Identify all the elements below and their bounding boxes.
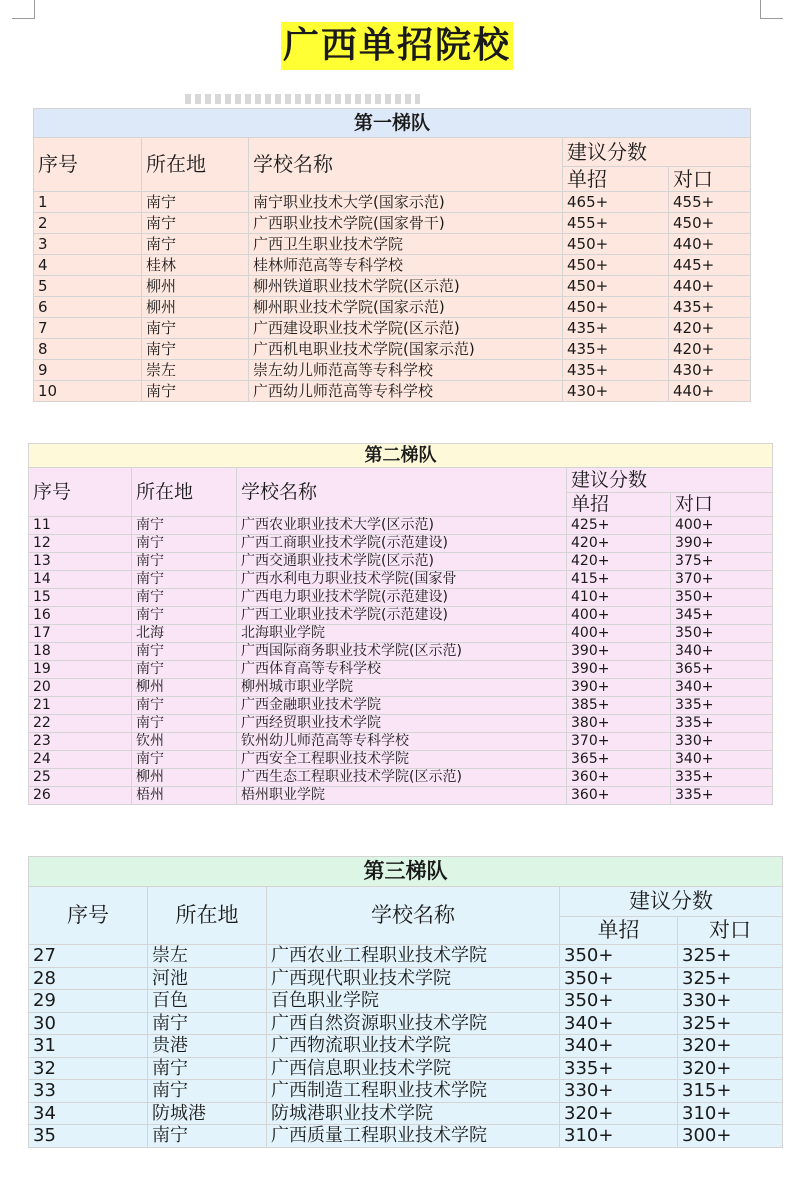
row-score-duikou: 325+ [678,945,783,968]
row-seq: 5 [34,276,142,297]
row-seq: 33 [29,1080,148,1103]
row-score-duikou: 440+ [669,381,751,402]
row-school: 广西国际商务职业技术学院(区示范) [237,643,567,661]
table-row [29,643,773,661]
row-seq: 7 [34,318,142,339]
row-seq: 15 [29,589,132,607]
row-score-duikou: 350+ [671,589,773,607]
row-score-danzhao: 465+ [563,192,669,213]
row-score-duikou: 445+ [669,255,751,276]
row-score-danzhao: 390+ [567,661,671,679]
row-school: 广西电力职业技术学院(示范建设) [237,589,567,607]
row-score-duikou: 420+ [669,318,751,339]
header-school: 学校名称 [267,887,560,945]
row-location: 柳州 [142,276,249,297]
row-school: 广西制造工程职业技术学院 [267,1080,560,1103]
table-row [29,697,773,715]
header-seq: 序号 [34,138,142,192]
table-row [29,787,773,805]
row-location: 贵港 [148,1035,267,1058]
row-score-duikou: 330+ [678,990,783,1013]
row-location: 防城港 [148,1102,267,1125]
row-seq: 22 [29,715,132,733]
table-row [29,967,783,990]
header-score: 建议分数 [567,468,773,493]
table-row [29,945,783,968]
row-score-danzhao: 435+ [563,318,669,339]
row-school: 广西现代职业技术学院 [267,967,560,990]
row-score-duikou: 370+ [671,571,773,589]
row-score-danzhao: 385+ [567,697,671,715]
table-row [29,1035,783,1058]
row-school: 广西金融职业技术学院 [237,697,567,715]
row-score-danzhao: 340+ [560,1035,678,1058]
row-seq: 25 [29,769,132,787]
table-row [29,553,773,571]
row-seq: 17 [29,625,132,643]
row-seq: 23 [29,733,132,751]
row-score-duikou: 340+ [671,751,773,769]
row-score-duikou: 325+ [678,1012,783,1035]
row-location: 南宁 [142,234,249,255]
page-title: 广西单招院校 [281,22,513,70]
header-duikou: 对口 [669,167,751,192]
row-school: 广西生态工程职业技术学院(区示范) [237,769,567,787]
row-school: 广西经贸职业技术学院 [237,715,567,733]
row-location: 南宁 [142,318,249,339]
row-location: 南宁 [132,517,237,535]
row-score-duikou: 400+ [671,517,773,535]
row-school: 广西信息职业技术学院 [267,1057,560,1080]
row-location: 南宁 [132,715,237,733]
row-location: 南宁 [148,1057,267,1080]
header-score: 建议分数 [563,138,751,167]
row-school: 广西建设职业技术学院(区示范) [249,318,563,339]
row-score-danzhao: 420+ [567,535,671,553]
tier-table-2 [28,443,773,805]
row-score-danzhao: 335+ [560,1057,678,1080]
row-score-danzhao: 390+ [567,679,671,697]
row-location: 河池 [148,967,267,990]
row-seq: 20 [29,679,132,697]
row-school: 广西物流职业技术学院 [267,1035,560,1058]
row-school: 百色职业学院 [267,990,560,1013]
row-score-danzhao: 450+ [563,276,669,297]
row-location: 崇左 [148,945,267,968]
row-school: 梧州职业学院 [237,787,567,805]
row-location: 南宁 [132,661,237,679]
row-score-duikou: 330+ [671,733,773,751]
table-row [29,990,783,1013]
row-score-danzhao: 390+ [567,643,671,661]
row-school: 防城港职业技术学院 [267,1102,560,1125]
row-score-danzhao: 450+ [563,297,669,318]
row-seq: 21 [29,697,132,715]
table-row [34,276,751,297]
row-score-duikou: 335+ [671,715,773,733]
header-seq: 序号 [29,887,148,945]
row-score-danzhao: 415+ [567,571,671,589]
row-seq: 13 [29,553,132,571]
table-row [34,234,751,255]
row-score-duikou: 420+ [669,339,751,360]
row-score-duikou: 325+ [678,967,783,990]
row-school: 钦州幼儿师范高等专科学校 [237,733,567,751]
row-score-duikou: 350+ [671,625,773,643]
row-score-duikou: 300+ [678,1125,783,1148]
row-score-duikou: 340+ [671,679,773,697]
header-location: 所在地 [132,468,237,517]
row-location: 南宁 [132,697,237,715]
row-seq: 12 [29,535,132,553]
row-score-danzhao: 320+ [560,1102,678,1125]
row-school: 广西水利电力职业技术学院(国家骨 [237,571,567,589]
header-danzhao: 单招 [563,167,669,192]
row-score-duikou: 335+ [671,787,773,805]
table-row [34,255,751,276]
tier-table-3 [28,856,783,1148]
row-score-duikou: 315+ [678,1080,783,1103]
faded-text-strip [185,94,420,104]
row-seq: 16 [29,607,132,625]
row-seq: 1 [34,192,142,213]
tier-title: 第一梯队 [34,109,751,138]
table-row [29,1125,783,1148]
header-score: 建议分数 [560,887,783,917]
row-location: 南宁 [132,535,237,553]
table-row [29,625,773,643]
row-school: 北海职业学院 [237,625,567,643]
row-score-danzhao: 430+ [563,381,669,402]
table-row [34,192,751,213]
row-score-duikou: 450+ [669,213,751,234]
row-seq: 2 [34,213,142,234]
table-row [34,318,751,339]
row-score-danzhao: 360+ [567,769,671,787]
table-row [29,1012,783,1035]
row-location: 南宁 [132,607,237,625]
row-school: 崇左幼儿师范高等专科学校 [249,360,563,381]
row-score-danzhao: 450+ [563,255,669,276]
row-score-danzhao: 310+ [560,1125,678,1148]
row-location: 桂林 [142,255,249,276]
row-seq: 31 [29,1035,148,1058]
header-duikou: 对口 [671,493,773,517]
row-location: 南宁 [142,339,249,360]
row-location: 百色 [148,990,267,1013]
row-score-danzhao: 340+ [560,1012,678,1035]
row-score-danzhao: 400+ [567,625,671,643]
row-score-danzhao: 365+ [567,751,671,769]
row-location: 崇左 [142,360,249,381]
row-score-duikou: 430+ [669,360,751,381]
row-score-danzhao: 350+ [560,967,678,990]
table-row [29,679,773,697]
table-row [34,339,751,360]
row-score-duikou: 455+ [669,192,751,213]
row-score-duikou: 435+ [669,297,751,318]
header-danzhao: 单招 [567,493,671,517]
row-location: 南宁 [148,1125,267,1148]
row-seq: 6 [34,297,142,318]
row-score-danzhao: 455+ [563,213,669,234]
row-seq: 10 [34,381,142,402]
row-score-duikou: 320+ [678,1035,783,1058]
table-row [29,733,773,751]
row-school: 广西农业职业技术大学(区示范) [237,517,567,535]
row-location: 柳州 [142,297,249,318]
row-school: 柳州铁道职业技术学院(区示范) [249,276,563,297]
row-seq: 26 [29,787,132,805]
row-location: 南宁 [142,381,249,402]
header-seq: 序号 [29,468,132,517]
row-seq: 29 [29,990,148,1013]
row-score-duikou: 440+ [669,234,751,255]
table-row [29,1080,783,1103]
row-seq: 32 [29,1057,148,1080]
table-row [29,769,773,787]
table-row [29,1102,783,1125]
row-score-danzhao: 380+ [567,715,671,733]
header-location: 所在地 [142,138,249,192]
row-school: 广西质量工程职业技术学院 [267,1125,560,1148]
row-score-duikou: 335+ [671,769,773,787]
row-seq: 18 [29,643,132,661]
row-school: 柳州职业技术学院(国家示范) [249,297,563,318]
row-seq: 34 [29,1102,148,1125]
row-score-danzhao: 330+ [560,1080,678,1103]
row-school: 广西交通职业技术学院(区示范) [237,553,567,571]
row-score-danzhao: 350+ [560,990,678,1013]
table-row [34,381,751,402]
row-seq: 35 [29,1125,148,1148]
row-score-danzhao: 410+ [567,589,671,607]
row-score-danzhao: 420+ [567,553,671,571]
row-score-duikou: 375+ [671,553,773,571]
row-location: 梧州 [132,787,237,805]
row-school: 广西体育高等专科学校 [237,661,567,679]
row-seq: 9 [34,360,142,381]
row-school: 广西机电职业技术学院(国家示范) [249,339,563,360]
row-score-duikou: 340+ [671,643,773,661]
row-location: 南宁 [132,553,237,571]
table-row [29,661,773,679]
row-location: 南宁 [148,1012,267,1035]
row-location: 南宁 [142,213,249,234]
row-score-danzhao: 350+ [560,945,678,968]
tier-table-1 [33,108,751,402]
row-seq: 27 [29,945,148,968]
row-school: 广西卫生职业技术学院 [249,234,563,255]
row-score-danzhao: 370+ [567,733,671,751]
row-school: 广西职业技术学院(国家骨干) [249,213,563,234]
row-location: 南宁 [142,192,249,213]
row-score-danzhao: 435+ [563,360,669,381]
row-score-danzhao: 450+ [563,234,669,255]
page-corner-mark-left [12,0,35,19]
table-row [29,751,773,769]
table-row [29,589,773,607]
row-location: 南宁 [132,643,237,661]
row-location: 柳州 [132,679,237,697]
header-school: 学校名称 [249,138,563,192]
row-score-danzhao: 425+ [567,517,671,535]
row-location: 南宁 [132,751,237,769]
row-score-danzhao: 360+ [567,787,671,805]
row-school: 桂林师范高等专科学校 [249,255,563,276]
table-row [29,535,773,553]
tier-title: 第二梯队 [29,444,773,468]
header-school: 学校名称 [237,468,567,517]
row-seq: 30 [29,1012,148,1035]
row-seq: 4 [34,255,142,276]
row-score-duikou: 335+ [671,697,773,715]
table-row [29,715,773,733]
row-score-duikou: 440+ [669,276,751,297]
row-location: 北海 [132,625,237,643]
row-school: 南宁职业技术大学(国家示范) [249,192,563,213]
table-row [34,360,751,381]
row-score-duikou: 345+ [671,607,773,625]
row-score-duikou: 365+ [671,661,773,679]
table-row [34,213,751,234]
row-seq: 14 [29,571,132,589]
row-seq: 8 [34,339,142,360]
row-location: 钦州 [132,733,237,751]
header-duikou: 对口 [678,917,783,945]
header-danzhao: 单招 [560,917,678,945]
row-location: 南宁 [132,589,237,607]
row-seq: 3 [34,234,142,255]
row-score-danzhao: 400+ [567,607,671,625]
table-row [29,607,773,625]
row-school: 广西幼儿师范高等专科学校 [249,381,563,402]
row-location: 南宁 [148,1080,267,1103]
row-school: 广西农业工程职业技术学院 [267,945,560,968]
row-school: 广西安全工程职业技术学院 [237,751,567,769]
row-score-duikou: 310+ [678,1102,783,1125]
tier-title: 第三梯队 [29,857,783,887]
row-location: 南宁 [132,571,237,589]
page-corner-mark-right [760,0,783,19]
row-seq: 24 [29,751,132,769]
row-location: 柳州 [132,769,237,787]
table-row [29,571,773,589]
row-score-duikou: 320+ [678,1057,783,1080]
row-school: 广西工业职业技术学院(示范建设) [237,607,567,625]
row-seq: 19 [29,661,132,679]
row-school: 广西自然资源职业技术学院 [267,1012,560,1035]
row-score-duikou: 390+ [671,535,773,553]
table-row [29,1057,783,1080]
header-location: 所在地 [148,887,267,945]
table-row [34,297,751,318]
table-row [29,517,773,535]
row-seq: 28 [29,967,148,990]
row-seq: 11 [29,517,132,535]
row-school: 广西工商职业技术学院(示范建设) [237,535,567,553]
row-score-danzhao: 435+ [563,339,669,360]
row-school: 柳州城市职业学院 [237,679,567,697]
